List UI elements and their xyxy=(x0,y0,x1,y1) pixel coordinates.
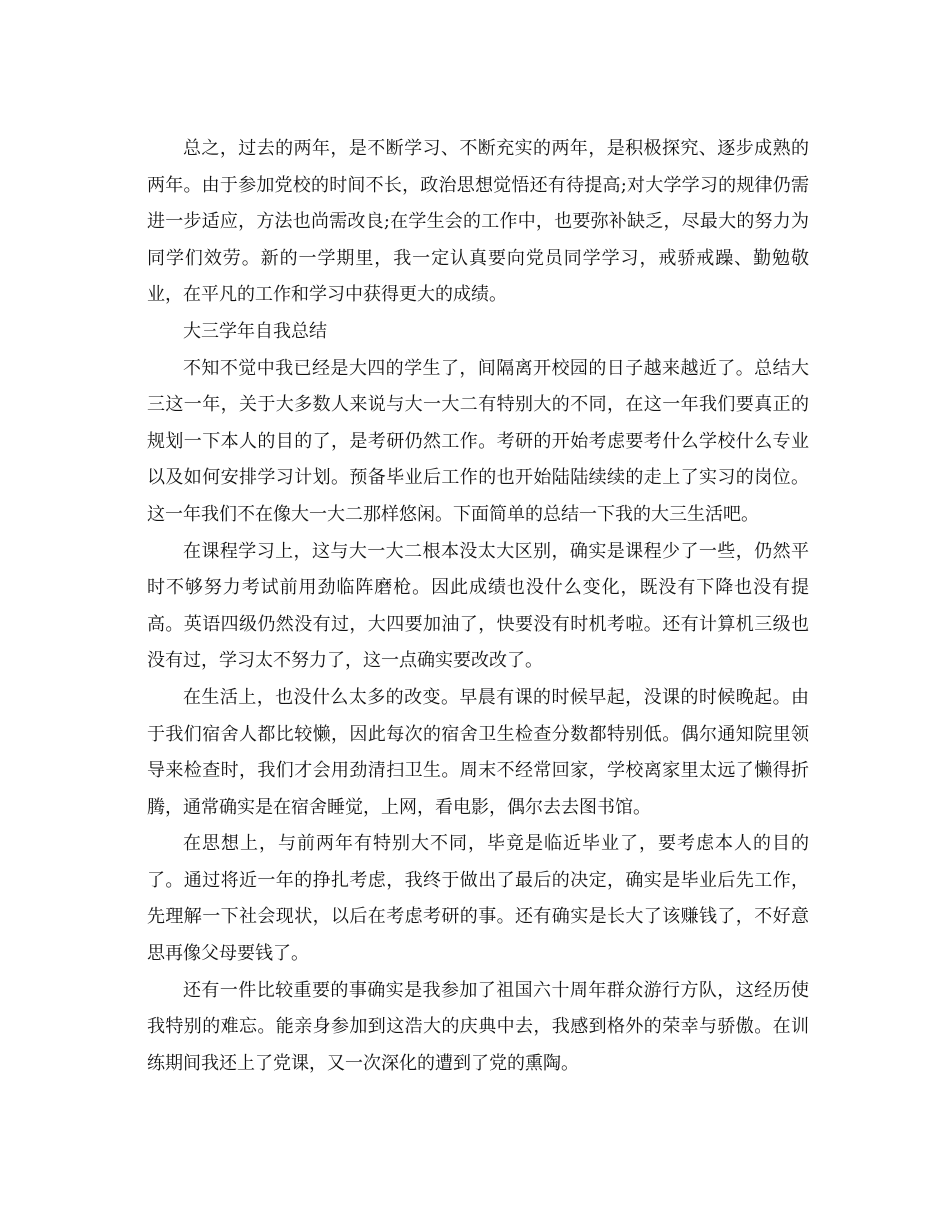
paragraph-thoughts: 在思想上，与前两年有特别大不同，毕竟是临近毕业了，要考虑本人的目的了。通过将近一年的挣扎考虑，我终于做出了最后的决定，确实是毕业后先工作，先理解一下社会现状，以后在考虑考研的事。还有确实是长大了该赚钱了，不好意思再像父母要钱了。 xyxy=(147,833,809,965)
document-body xyxy=(147,131,809,1082)
section-heading: 大三学年自我总结 xyxy=(183,320,327,342)
paragraph-intro: 不知不觉中我已经是大四的学生了，间隔离开校园的日子越来越近了。总结大三这一年，关于大多数人来说与大一大二有特别大的不同，在这一年我们要真正的规划一下本人的目的了，是考研仍然工作。考研的开始考虑要考什么学校什么专业以及如何安排学习计划。预备毕业后工作的也开始陆陆续续的走上了实习的岗位。这一年我们不在像大一大二那样悠闲。下面简单的总结一下我的大三生活吧。 xyxy=(147,357,809,525)
paragraph-summary: 总之，过去的两年，是不断学习、不断充实的两年，是积极探究、逐步成熟的两年。由于参加党校的时间不长，政治思想觉悟还有待提高;对大学学习的规律仍需进一步适应，方法也尚需改良;在学生会的工作中，也要弥补缺乏，尽最大的努力为同学们效劳。新的一学期里，我一定认真要向党员同学学习，戒骄戒躁、勤勉敬业，在平凡的工作和学习中获得更大的成绩。 xyxy=(147,138,809,306)
paragraph-study: 在课程学习上，这与大一大二根本没太大区别，确实是课程少了一些，仍然平时不够努力考试前用劲临阵磨枪。因此成绩也没什么变化，既没有下降也没有提高。英语四级仍然没有过，大四要加油了，快要没有时机考啦。还有计算机三级也没有过，学习太不努力了，这一点确实要改改了。 xyxy=(147,540,809,672)
paragraph-life: 在生活上，也没什么太多的改变。早晨有课的时候早起，没课的时候晚起。由于我们宿舍人都比较懒，因此每次的宿舍卫生检查分数都特别低。偶尔通知院里领导来检查时，我们才会用劲清扫卫生。周末不经常回家，学校离家里太远了懒得折腾，通常确实是在宿舍睡觉，上网，看电影，偶尔去去图书馆。 xyxy=(147,686,809,818)
paragraph-parade: 还有一件比较重要的事确实是我参加了祖国六十周年群众游行方队，这经历使我特别的难忘。能亲身参加到这浩大的庆典中去，我感到格外的荣幸与骄傲。在训练期间我还上了党课，又一次深化的遭到了党的熏陶。 xyxy=(147,979,809,1074)
